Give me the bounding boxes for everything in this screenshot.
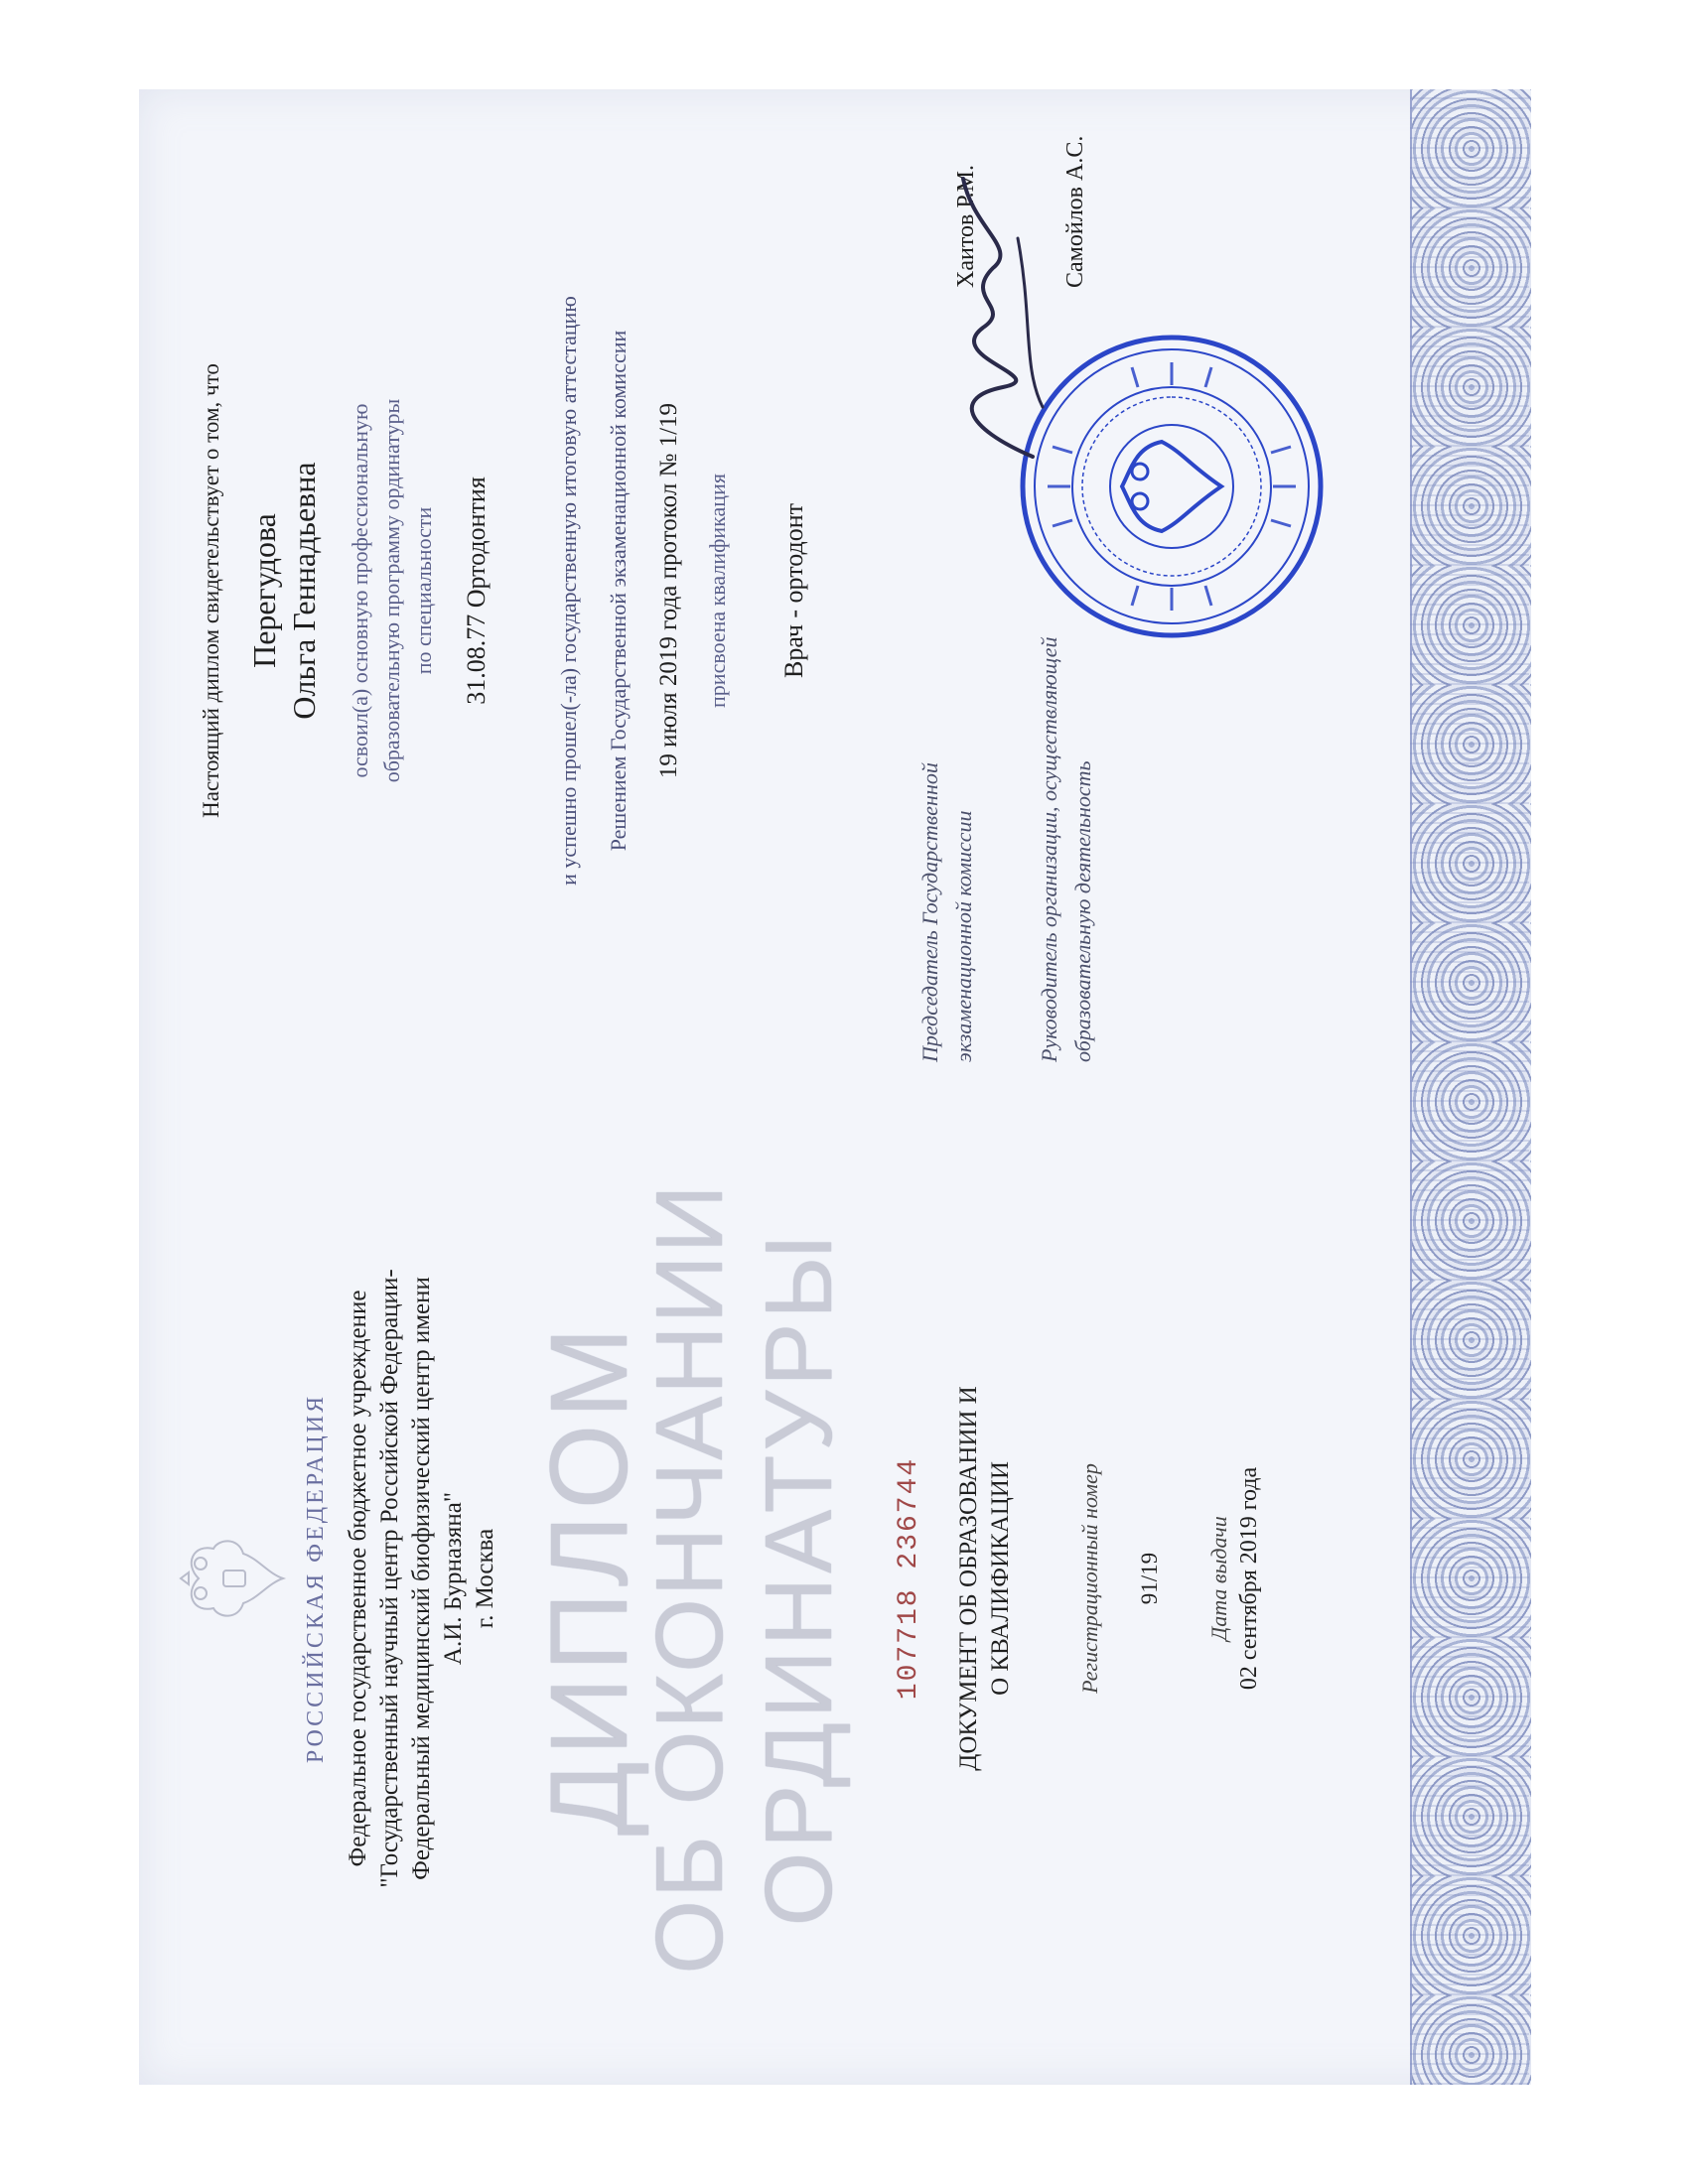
issue-date: 02 сентября 2019 года [1236,1466,1262,1691]
signatory-title-line: экзаменационной комиссии [951,810,976,1062]
org-line: Федеральное государственное бюджетное учреждение [345,1290,371,1867]
diploma-title-line2: ОБ ОКОНЧАНИИ [636,1182,743,1975]
commission-decision: Решением Государственной экзаменационной комиссии [606,330,631,852]
program-text: освоил(а) основную профессиональную [348,403,372,778]
org-line: А.И. Бурназяна" [440,1491,467,1666]
diploma-title: ДИПЛОМ [528,1321,650,1837]
border-texture [1410,89,1529,2085]
commission-chair-title [914,506,981,1062]
signatory-title-line: Председатель Государственной [917,762,942,1062]
qualification-label: присвоена квалификация [705,474,730,708]
registration-number: 91/19 [1137,1552,1162,1605]
commission-chair-name: Хаитов Р.М. [953,164,979,288]
graduate-surname: Перегудова [246,513,282,668]
organization-head-name: Самойлов А.С. [1062,135,1088,288]
signatory-title-line: образовательную деятельность [1070,760,1095,1062]
cover-panel [159,1092,1400,2065]
certification-panel [159,119,1400,1062]
graduate-given-names: Ольга Геннадьевна [286,462,322,720]
diploma-content [159,119,1400,2065]
doc-type-line: ДОКУМЕНТ ОБ ОБРАЗОВАНИИ И [955,1386,982,1771]
specialty: 31.08.77 Ортодонтия [462,477,491,705]
intro-text: Настоящий диплом свидетельствует о том, что [199,363,223,818]
registration-label: Регистрационный номер [1077,1463,1102,1694]
doc-type-line: О КВАЛИФИКАЦИИ [987,1461,1014,1696]
diploma-title-line3: ОРДИНАТУРЫ [746,1230,852,1927]
org-line: Федеральный медицинский биофизический центр имени [408,1277,435,1880]
issue-date-label: Дата выдачи [1206,1516,1231,1641]
serial-number: 107718 236744 [894,1456,924,1701]
signatory-title-line: Руководитель организации, осуществляющей [1037,636,1061,1062]
protocol-line: 19 июля 2019 года протокол № 1/19 [655,402,682,779]
qualification: Врач - ортодонт [779,503,808,679]
russian-coat-of-arms-icon [179,1529,288,1628]
org-line: "Государственный научный центр Российской Федерации- [376,1269,403,1888]
org-city: г. Москва [472,1528,498,1629]
country-name: РОССИЙСКАЯ ФЕДЕРАЦИЯ [303,1393,329,1764]
document-type [953,1092,1017,2065]
organization-name [343,1092,501,2065]
attestation-text: и успешно прошел(-ла) государственную итоговую аттестацию [556,296,581,886]
handwritten-signature [923,169,1072,467]
program-text: по специальности [411,506,436,675]
program-text: образовательную программу ординатуры [379,398,404,783]
